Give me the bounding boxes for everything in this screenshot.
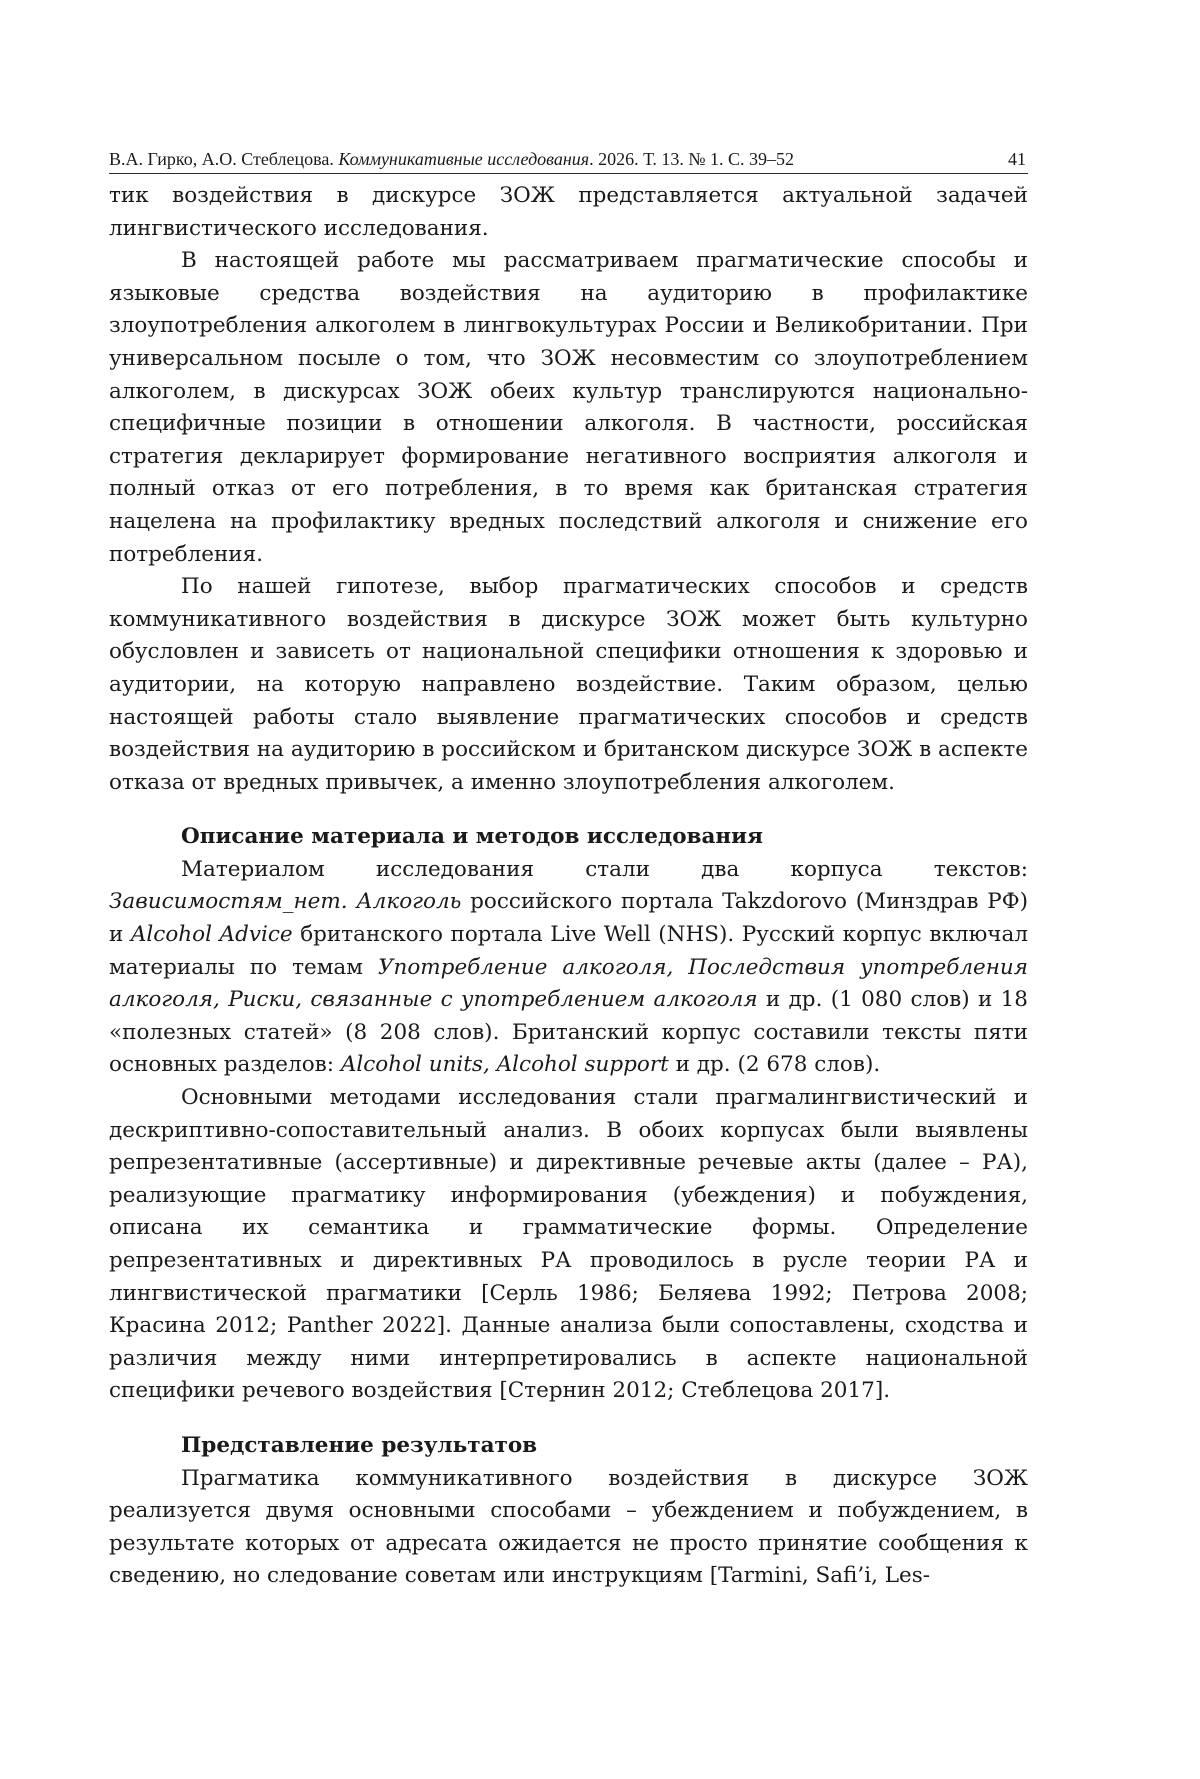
text-run: и др. (2 678 слов). — [668, 1052, 881, 1078]
text-run: Материалом исследования стали два корпуса текстов: — [181, 856, 1028, 882]
running-head-issue: . 2026. Т. 13. № 1. С. 39–52 — [589, 149, 795, 169]
running-head — [109, 145, 1028, 174]
italic-run: Употребление алкоголя, Последствия употребления алкоголя, Риски, связанные с употреблением алкоголя — [109, 954, 1028, 1013]
article-body — [109, 180, 1028, 1593]
text-run: и др. (1 080 слов) и 18 «полезных статей» (8 208 слов). Британский корпус составили тексты пяти основных разделов: — [109, 987, 1028, 1078]
paragraph-material — [109, 854, 1028, 1082]
italic-run: Зависимостям_нет. Алкоголь — [109, 889, 462, 915]
running-head-journal: Коммуникативные исследования — [338, 149, 590, 169]
paragraph-methods: Основными методами исследования стали прагмалингвистический и дескриптивно-сопоставительный анализ. В обоих корпусах были выявлены репрезентативные (ассертивные) и директивные речевые акты (далее – РА), реализующие прагматику информирования (убеждения) и побуждения, описана их семантика и грамматические формы. Определение репрезентативных и директивных РА проводилось в русле теории РА и лингвистической прагматики [Серль 1986; Беляева 1992; Петрова 2008; Красина 2012; Panther 2022]. Данные анализа были сопоставлены, сходства и различия между ними интерпретировались в аспекте национальной специфики речевого воздействия [Стернин 2012; Стеблецова 2017]. — [109, 1085, 1028, 1404]
text-run: британского портала Live Well (NHS). Русский корпус включал материалы по темам — [109, 922, 1028, 980]
running-head-authors: В.А. Гирко, А.О. Стеблецова. — [109, 149, 334, 169]
italic-run: Alcohol Advice — [130, 922, 293, 948]
section-heading-results: Представление результатов — [181, 1432, 538, 1458]
running-head-citation — [109, 149, 794, 169]
page-number: 41 — [1008, 149, 1026, 169]
section-heading-methods: Описание материала и методов исследования — [181, 824, 763, 850]
page — [109, 145, 1028, 1593]
paragraph-results: Прагматика коммуникативного воздействия в дискурсе ЗОЖ реализуется двумя основными способами – убеждением и побуждением, в результате которых от адресата ожидается не просто принятие сообщения к сведению, но следование советам или инструкциям [Tarmini, Safi’i, Les- — [109, 1465, 1028, 1589]
paragraph-aim: В настоящей работе мы рассматриваем прагматические способы и языковые средства воздействия на аудиторию в профилактике злоупотребления алкоголем в лингвокультурах России и Великобритании. При универсальном посыле о том, что ЗОЖ несовместим со злоупотреблением алкоголем, в дискурсах ЗОЖ обеих культур транслируются национально-специфичные позиции в отношении алкоголя. В частности, российская стратегия декларирует формирование негативного восприятия алкоголя и полный отказ от его потребления, в то время как британская стратегия нацелена на профилактику вредных последствий алкоголя и снижение его потребления. — [109, 248, 1028, 567]
paragraph-continuation: тик воздействия в дискурсе ЗОЖ представляется актуальной задачей лингвистического исследования. — [109, 183, 1028, 241]
text-run: российского портала Takzdorovo (Минздрав РФ) и — [109, 889, 1028, 948]
paragraph-hypothesis: По нашей гипотезе, выбор прагматических способов и средств коммуникативного воздействия в дискурсе ЗОЖ может быть культурно обусловлен и зависеть от национальной специфики отношения к здоровью и аудитории, на которую направлено воздействие. Таким образом, целью настоящей работы стало выявление прагматических способов и средств воздействия на аудиторию в российском и британском дискурсе ЗОЖ в аспекте отказа от вредных привычек, а именно злоупотребления алкоголем. — [109, 574, 1028, 795]
italic-run: Alcohol units, Alcohol support — [340, 1052, 669, 1078]
